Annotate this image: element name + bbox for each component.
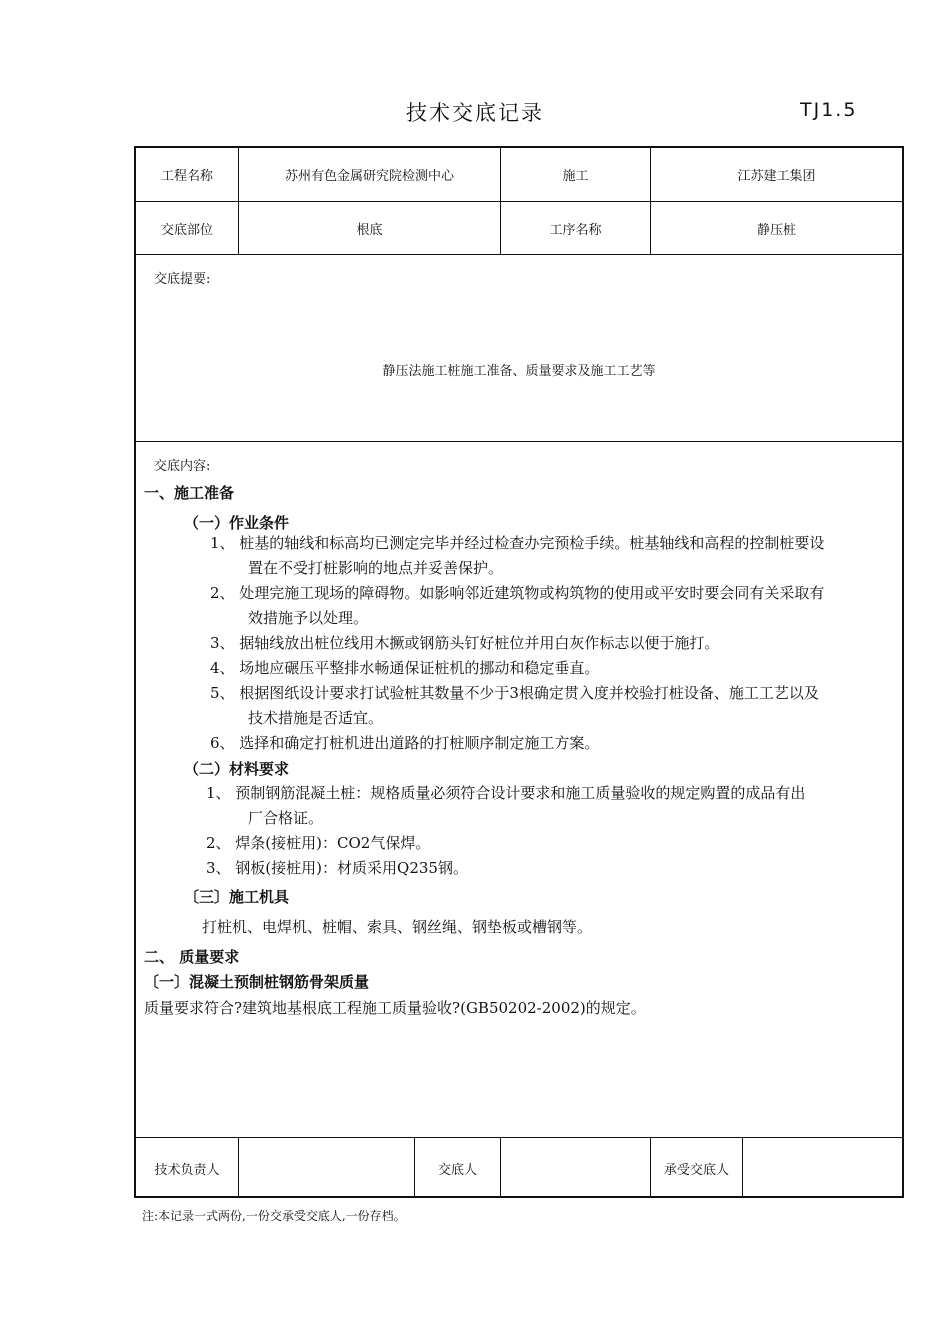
paragraph: 质量要求符合?建筑地基根底工程施工质量验收?(GB50202-2002)的规定。 [144, 999, 646, 1017]
paragraph: 打桩机、电焊机、桩帽、索具、钢丝绳、钢垫板或槽钢等。 [202, 918, 593, 936]
subsection-heading: （二）材料要求 [184, 760, 290, 778]
list-item-cont: 厂合格证。 [248, 809, 324, 827]
receiver-field[interactable] [743, 1138, 902, 1198]
discloser-label: 交底人 [437, 1162, 477, 1178]
list-item: 4、 场地应碾压平整排水畅通保证桩机的挪动和稳定垂直。 [210, 659, 600, 677]
section-heading: 一、施工准备 [144, 484, 235, 502]
list-item: 2、 处理完施工现场的障碍物。如影响邻近建筑物或构筑物的使用或平安时要会同有关采取有 [210, 584, 825, 602]
page-title: 技术交底记录 [406, 101, 544, 125]
list-item: 5、 根据图纸设计要求打试验桩其数量不少于3根确定贯入度并校验打桩设备、施工工艺以及 [210, 684, 819, 702]
summary-label: 交底提要: [154, 272, 211, 287]
project-name-value: 苏州有色金属研究院检测中心 [284, 169, 454, 184]
divider [136, 254, 902, 255]
project-name-label: 工程名称 [160, 169, 213, 184]
form-code: TJ1.5 [800, 99, 858, 121]
subsection-heading: 〔一〕混凝土预制桩钢筋骨架质量 [144, 973, 370, 991]
record-table [134, 146, 904, 1198]
list-item-cont: 置在不受打桩影响的地点并妥善保护。 [248, 559, 504, 577]
summary-text: 静压法施工桩施工准备、质量要求及施工工艺等 [382, 364, 656, 379]
subsection-heading: （一）作业条件 [184, 514, 290, 532]
tech-lead-field[interactable] [239, 1138, 414, 1198]
disclosure-part-value: 根底 [356, 222, 383, 238]
list-item: 1、 桩基的轴线和标高均已测定完毕并经过检查办完预检手续。桩基轴线和高程的控制桩要设 [210, 534, 825, 552]
disclosure-part-label: 交底部位 [160, 222, 213, 238]
list-item-cont: 技术措施是否适宜。 [248, 709, 384, 727]
list-item: 3、 钢板(接桩用)：材质采用Q235钢。 [206, 859, 468, 877]
list-item: 2、 焊条(接桩用)：CO2气保焊。 [206, 834, 431, 852]
process-name-label: 工序名称 [549, 222, 602, 238]
subsection-heading: 〔三〕施工机具 [184, 888, 290, 906]
process-name-value: 静压桩 [756, 222, 796, 238]
discloser-field[interactable] [501, 1138, 650, 1198]
construction-value: 江苏建工集团 [737, 169, 816, 184]
section-heading: 二、 质量要求 [144, 948, 240, 966]
list-item-cont: 效措施予以处理。 [248, 609, 369, 627]
content-label: 交底内容: [154, 459, 211, 474]
construction-label: 施工 [562, 169, 589, 184]
receiver-label: 承受交底人 [663, 1162, 729, 1178]
list-item: 1、 预制钢筋混凝土桩：规格质量必须符合设计要求和施工质量验收的规定购置的成品有出 [206, 784, 806, 802]
tech-lead-label: 技术负责人 [154, 1162, 220, 1178]
list-item: 3、 据轴线放出桩位线用木撅或钢筋头钉好桩位并用白灰作标志以便于施打。 [210, 634, 720, 652]
list-item: 6、 选择和确定打桩机进出道路的打桩顺序制定施工方案。 [210, 734, 600, 752]
footnote: 注:本记录一式两份,一份交承受交底人,一份存档。 [142, 1209, 406, 1223]
divider [136, 441, 902, 442]
